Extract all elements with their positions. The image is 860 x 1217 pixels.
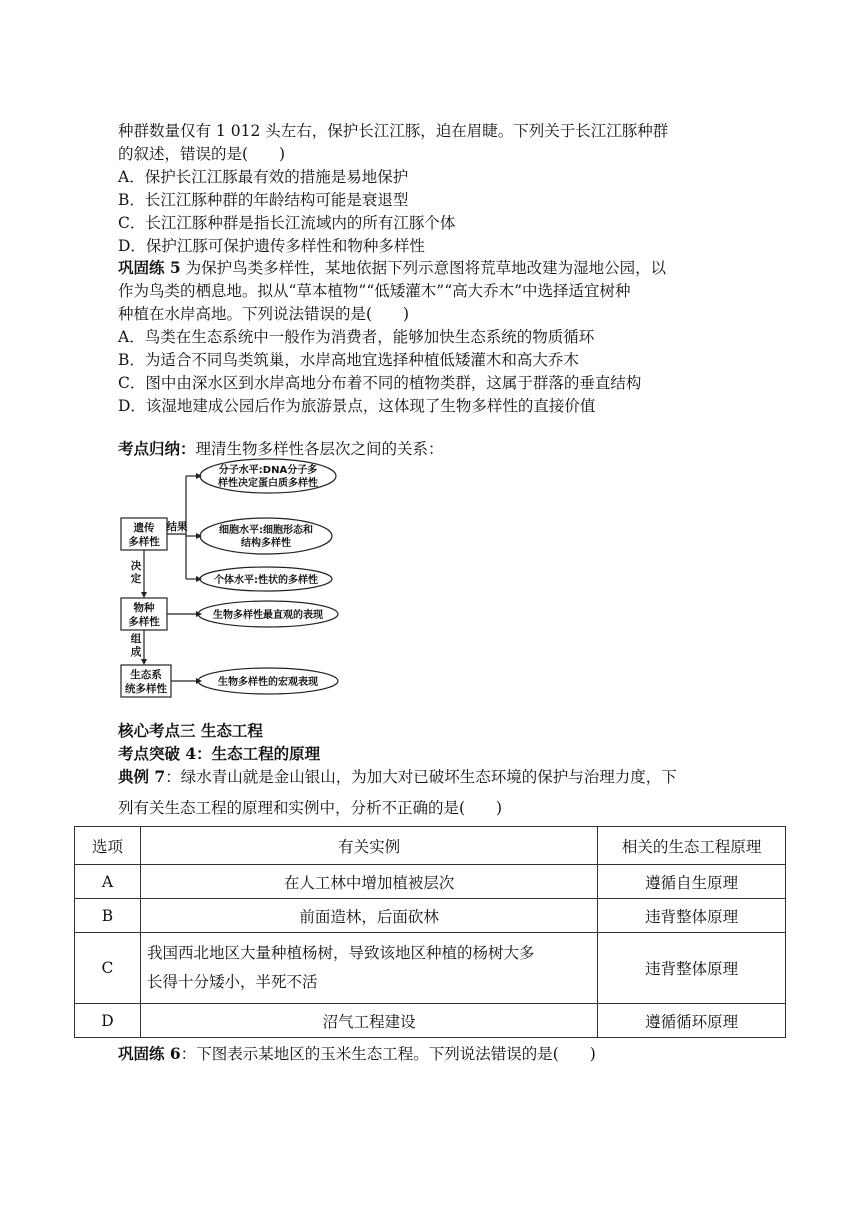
row-a-example: 在人工林中增加植被层次: [140, 865, 597, 899]
q6-line: [118, 1043, 596, 1065]
summary-label: 考点归纳：: [118, 439, 196, 458]
ellipse5-text: 生物多样性的宏观表现: [218, 677, 318, 688]
example7-label: 典例 7: [118, 767, 166, 786]
example7-line-1: [118, 766, 677, 788]
principles-table: [74, 826, 786, 1038]
row-c-example-line-1: 我国西北地区大量种植杨树，导致该地区种植的杨树大多: [146, 944, 535, 962]
ellipse2-line1: 细胞水平:细胞形态和: [219, 525, 313, 536]
compose-label-1: 组: [130, 633, 142, 645]
row-b-example: 前面造林，后面砍林: [140, 899, 597, 933]
summary-line: [118, 438, 444, 460]
result-label: 结果: [166, 521, 188, 533]
q5-stem-text: 为保护鸟类多样性，某地依据下列示意图将荒草地改建为湿地公园，以: [180, 259, 667, 277]
ellipse4-text: 生物多样性最直观的表现: [213, 610, 323, 621]
table-header-row: [75, 827, 786, 865]
q4-option-d: D．保护江豚可保护遗传多样性和物种多样性: [118, 237, 425, 255]
box3-line1: 生态系: [130, 669, 162, 681]
row-a-option: A: [75, 865, 141, 899]
header-example: 有关实例: [140, 827, 597, 865]
table-row: [75, 899, 786, 933]
row-c-principle: 违背整体原理: [598, 933, 786, 1004]
biodiversity-levels-diagram: [118, 458, 348, 700]
table-row: [75, 865, 786, 899]
q4-option-c: C．长江江豚种群是指长江流域内的所有江豚个体: [118, 214, 456, 232]
table-row: [75, 933, 786, 1004]
ellipse3-text: 个体水平:性状的多样性: [214, 575, 318, 586]
q6-label: 巩固练 6: [118, 1044, 181, 1063]
box2-line2: 多样性: [128, 616, 160, 628]
q4-stem-line-2: 的叙述，错误的是( ): [118, 145, 286, 163]
box1-line2: 多样性: [128, 536, 160, 548]
row-a-principle: 遵循自生原理: [598, 865, 786, 899]
ellipse1-line2: 样性决定蛋白质多样性: [218, 478, 318, 489]
q5-option-d: D．该湿地建成公园后作为旅游景点，这体现了生物多样性的直接价值: [118, 397, 596, 415]
example7-line-2: 列有关生态工程的原理和实例中，分析不正确的是( ): [118, 799, 503, 817]
row-c-option: C: [75, 933, 141, 1004]
header-option: 选项: [75, 827, 141, 865]
box1-line1: 遗传: [133, 522, 155, 534]
q5-option-c: C．图中由深水区到水岸高地分布着不同的植物类群，这属于群落的垂直结构: [118, 374, 642, 392]
section-subtitle: 考点突破 4：生态工程的原理: [118, 744, 321, 763]
q5-option-b: B．为适合不同鸟类筑巢，水岸高地宜选择种植低矮灌木和高大乔木: [118, 351, 579, 369]
row-b-option: B: [75, 899, 141, 933]
summary-text: 理清生物多样性各层次之间的关系：: [195, 440, 444, 458]
header-principle: 相关的生态工程原理: [598, 827, 786, 865]
section-title: 核心考点三 生态工程: [118, 721, 263, 740]
row-d-principle: 遵循循环原理: [598, 1004, 786, 1038]
ellipse2-line2: 结构多样性: [241, 538, 291, 549]
ellipse1-line1: 分子水平:DNA分子多: [218, 465, 318, 476]
row-c-example: [140, 933, 597, 1004]
q4-option-a: A．保护长江江豚最有效的措施是易地保护: [118, 168, 409, 186]
row-d-example: 沼气工程建设: [140, 1004, 597, 1038]
q5-stem-line-2: 作为鸟类的栖息地。拟从“草本植物”“低矮灌木”“高大乔木”中选择适宜树种: [118, 282, 631, 300]
q5-option-a: A．鸟类在生态系统中一般作为消费者，能够加快生态系统的物质循环: [118, 328, 595, 346]
q5-label: 巩固练 5: [118, 258, 181, 277]
row-b-principle: 违背整体原理: [598, 899, 786, 933]
decide-label-2: 定: [130, 573, 142, 585]
q4-option-b: B．长江江豚种群的年龄结构可能是衰退型: [118, 191, 409, 209]
q6-text: ：下图表示某地区的玉米生态工程。下列说法错误的是( ): [180, 1045, 596, 1063]
row-c-example-line-2: 长得十分矮小，半死不活: [146, 973, 318, 991]
q5-stem-line-1: [118, 257, 666, 279]
example7-text: ：绿水青山就是金山银山，为加大对已破坏生态环境的保护与治理力度，下: [165, 768, 677, 786]
box3-line2: 统多样性: [125, 683, 167, 695]
q5-stem-line-3: 种植在水岸高地。下列说法错误的是( ): [118, 305, 410, 323]
row-d-option: D: [75, 1004, 141, 1038]
compose-label-2: 成: [130, 646, 142, 658]
box2-line1: 物种: [133, 602, 155, 614]
table-row: [75, 1004, 786, 1038]
q4-stem-line-1: 种群数量仅有 1 012 头左右，保护长江江豚，迫在眉睫。下列关于长江江豚种群: [118, 122, 669, 140]
decide-label-1: 决: [130, 560, 142, 572]
